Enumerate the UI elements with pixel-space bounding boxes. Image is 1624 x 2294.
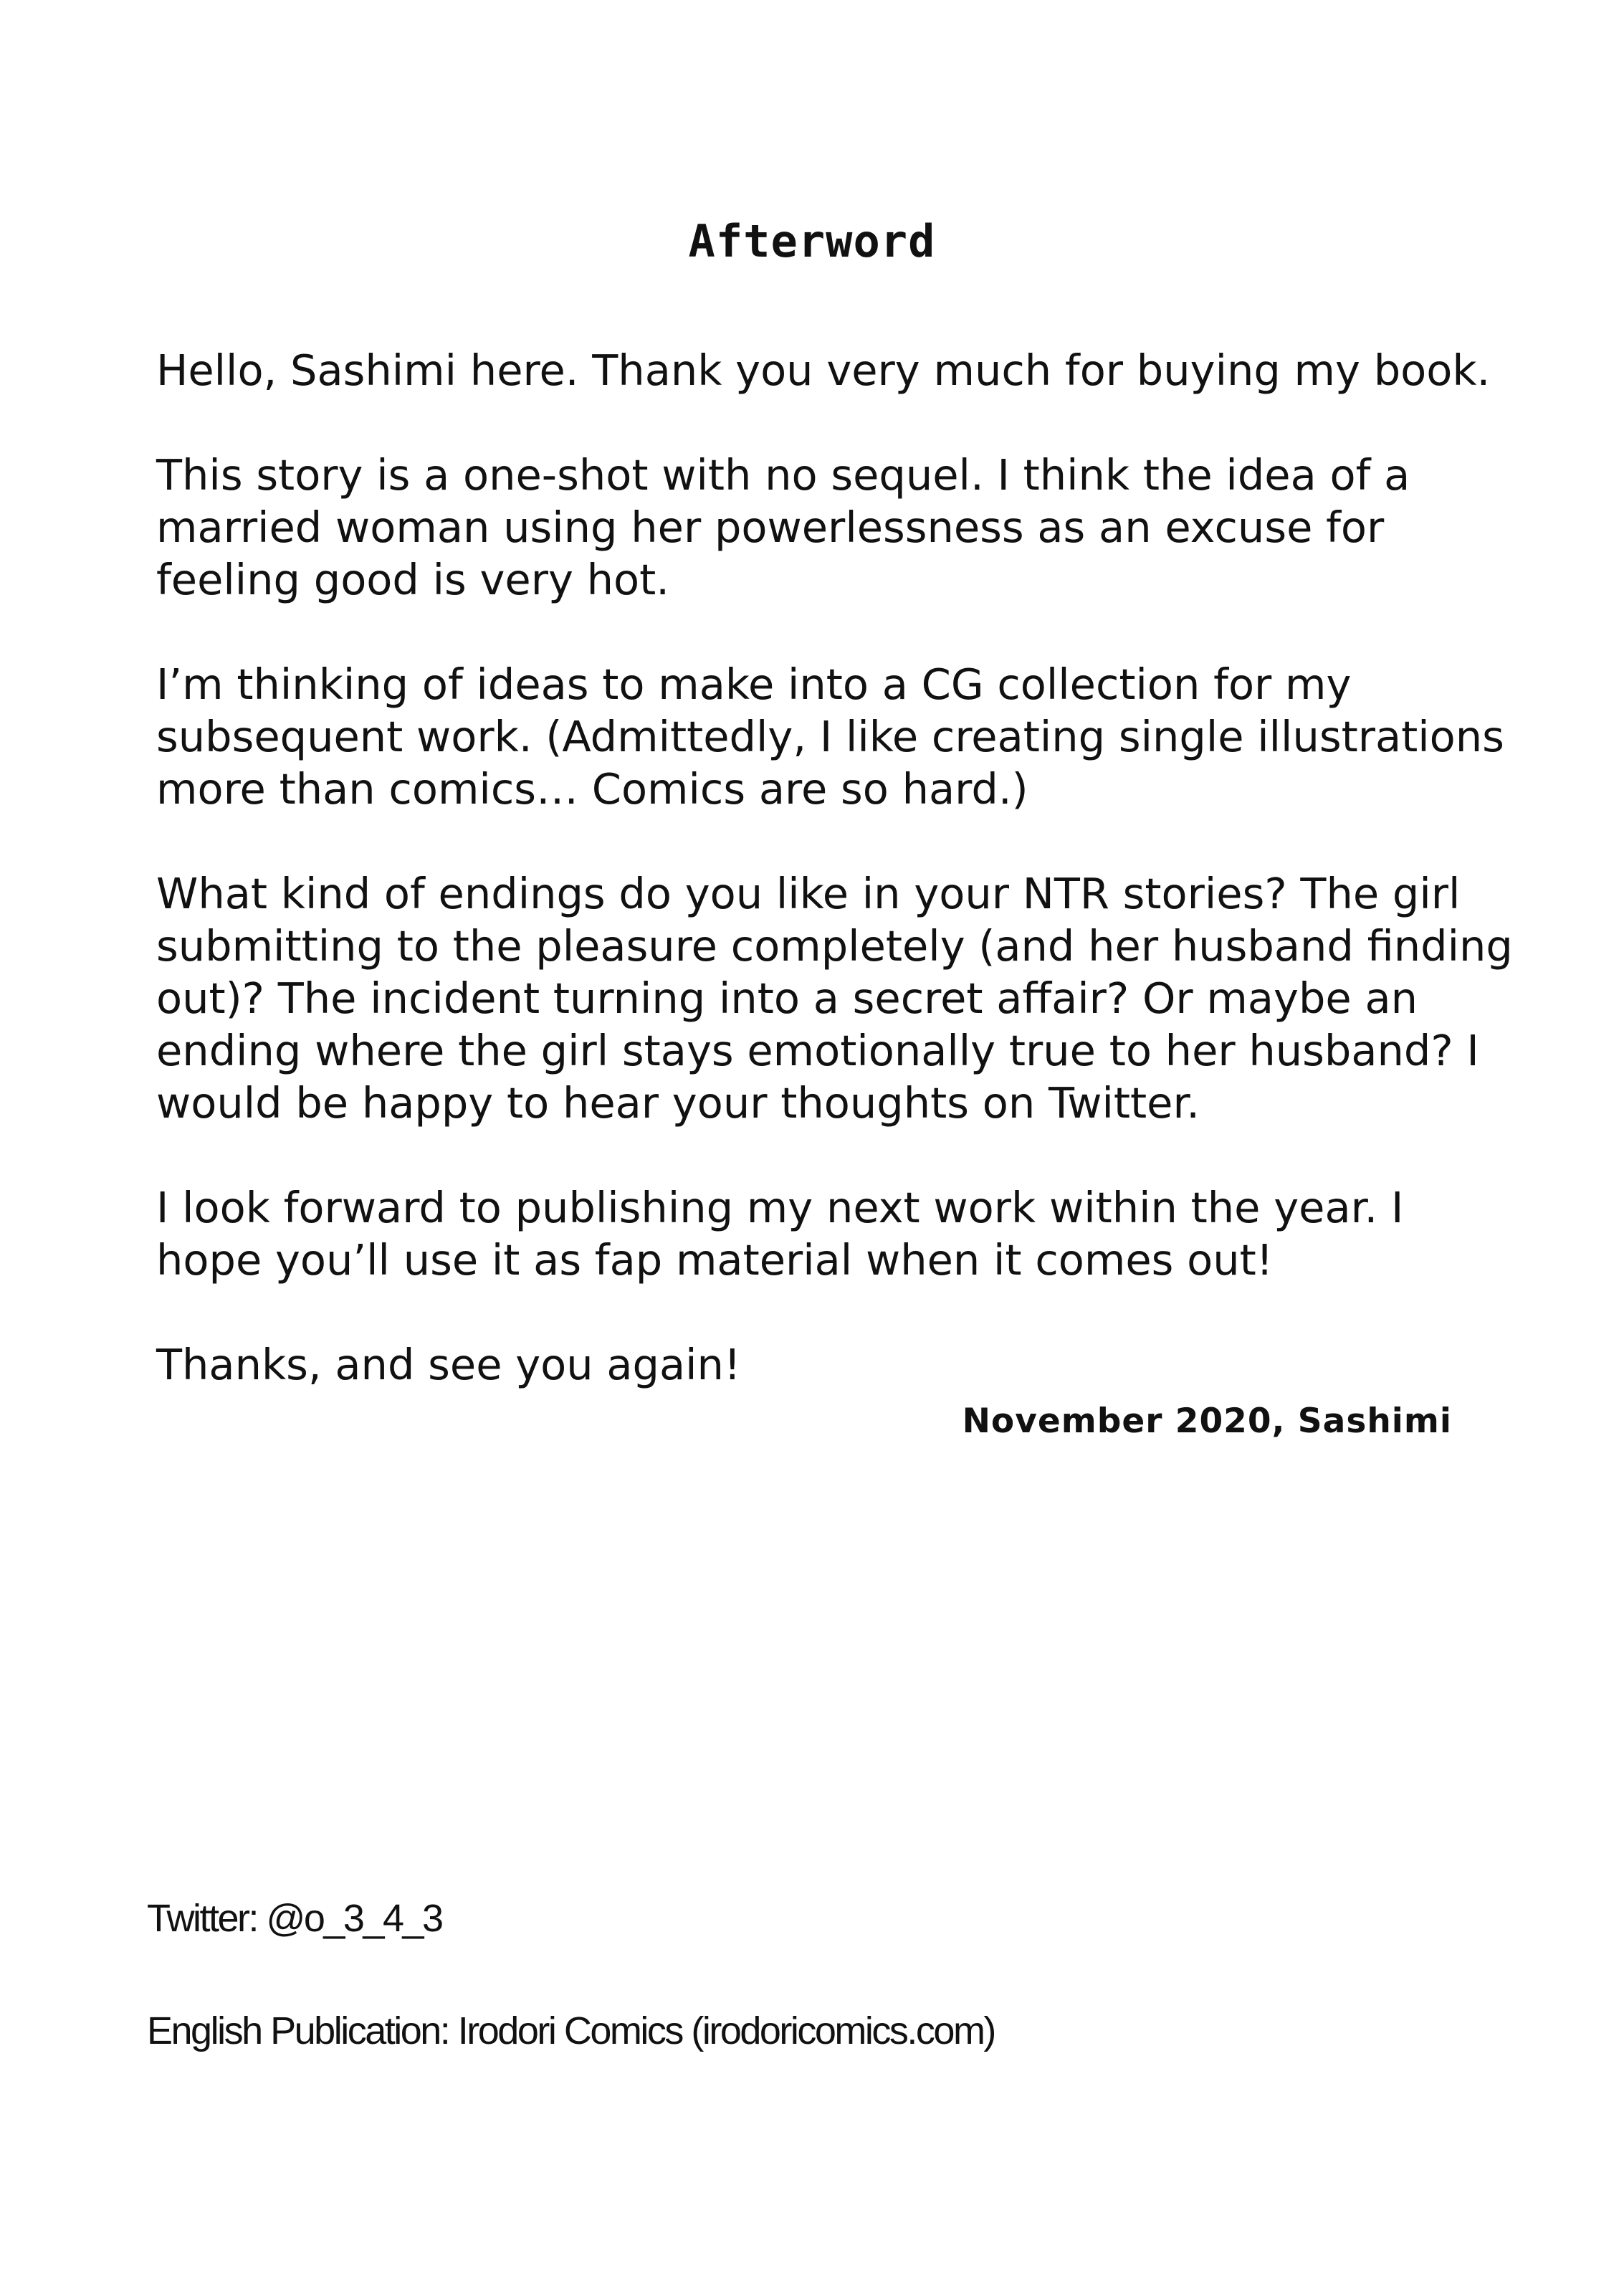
afterword-body xyxy=(156,344,1518,1391)
paragraph-farewell: Thanks, and see you again! xyxy=(156,1340,741,1389)
credits xyxy=(147,1896,995,2053)
page-title: Afterword xyxy=(688,215,936,267)
twitter-handle: Twitter: @o_3_4_3 xyxy=(147,1897,442,1940)
paragraph-greeting: Hello, Sashimi here. Thank you very much for buying my book. xyxy=(156,346,1491,395)
paragraph-publishing: I look forward to publishing my next work within the year. I hope you’ll use it as fap material when it comes out! xyxy=(156,1183,1404,1285)
paragraph-next-work: I’m thinking of ideas to make into a CG collection for my subsequent work. (Admittedly, I like creating single illustrations more than comics… Comics are so hard.) xyxy=(156,660,1504,814)
signature: November 2020, Sashimi xyxy=(962,1401,1452,1441)
paragraph-endings: What kind of endings do you like in your NTR stories? The girl submitting to the pleasure completely (and her husband finding out)? The incident turning into a secret affair? Or maybe an ending where the girl stays emotionally true to her husband? I would be happy to hear your thoughts on Twitter. xyxy=(156,869,1513,1128)
paragraph-story: This story is a one-shot with no sequel. I think the idea of a married woman using her powerlessness as an excuse for feeling good is very hot. xyxy=(156,450,1410,604)
publication-credit: English Publication: Irodori Comics (irodoricomics.com) xyxy=(147,2009,995,2052)
